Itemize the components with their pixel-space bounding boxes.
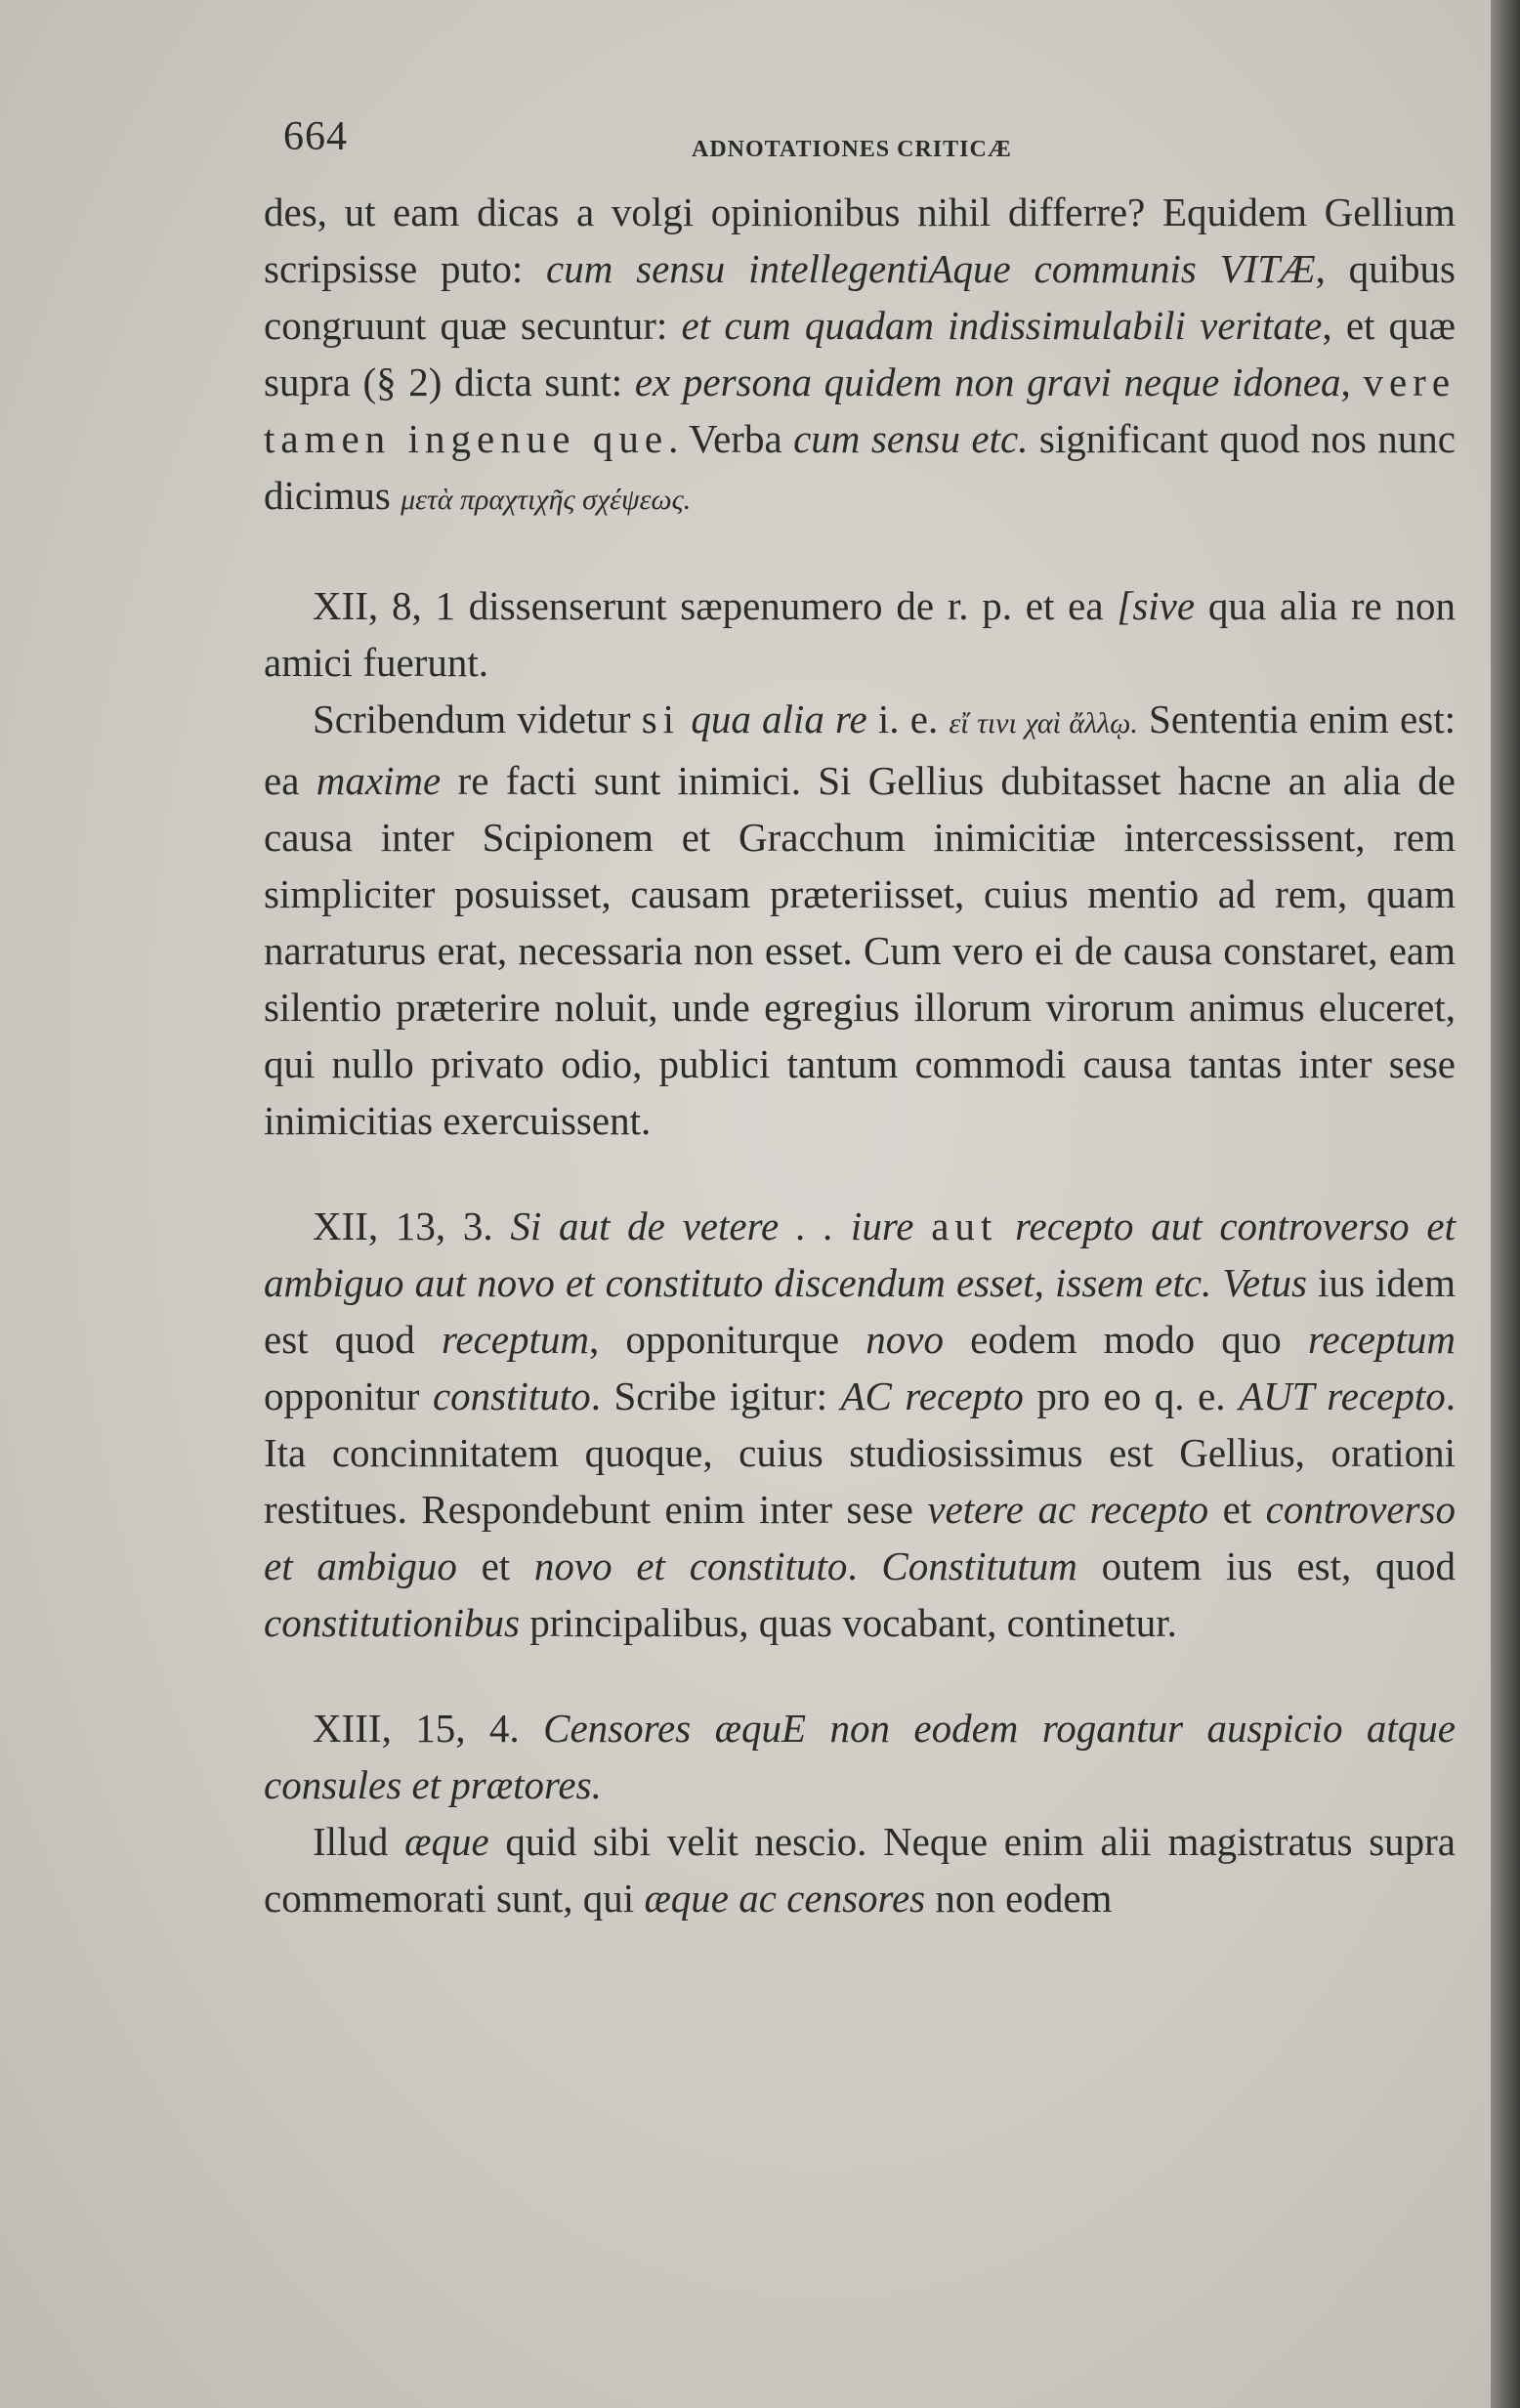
greek-text: εἴ τινι χαὶ ἄλλῳ. <box>949 707 1138 739</box>
text-segment <box>913 1204 931 1248</box>
text-segment <box>997 1204 1015 1248</box>
paragraph-p4 <box>264 1198 1456 1651</box>
body-text <box>264 184 1456 1926</box>
paragraph-p1 <box>264 184 1456 528</box>
text-segment: , <box>1340 359 1364 404</box>
book-spine-shadow <box>1491 0 1520 2408</box>
text-segment: et <box>456 1543 534 1588</box>
page-number: 664 <box>283 114 348 159</box>
text-segment: ex persona quidem non gravi neque idonea <box>634 359 1341 404</box>
text-segment: XIII, 15, 4. <box>313 1706 544 1751</box>
text-segment: AUT recepto <box>1239 1373 1446 1418</box>
text-segment: , quibus congruunt quæ secuntur: <box>264 246 1456 348</box>
text-segment: et cum quadam indissimulabili veritate <box>681 303 1323 348</box>
text-segment: pro eo q. e. <box>1023 1373 1240 1418</box>
text-segment: maxime <box>316 758 442 803</box>
text-segment: . <box>847 1543 882 1588</box>
text-segment: . Verba <box>668 416 794 461</box>
text-segment: cum sensu intellegentiAque communis VITÆ <box>546 246 1316 291</box>
text-segment: vere tamen ingenue que <box>264 359 1457 461</box>
paragraph-p3 <box>264 691 1456 1149</box>
running-head: ADNOTATIONES CRITICÆ <box>692 137 1012 162</box>
text-segment: controverso et ambiguo <box>264 1487 1456 1588</box>
text-segment: non eodem <box>925 1876 1113 1921</box>
text-segment: receptum <box>1307 1317 1456 1362</box>
text-segment: cum sensu etc. <box>793 416 1029 461</box>
text-segment: si <box>641 697 681 741</box>
text-segment: qua alia re non amici fuerunt. <box>264 583 1456 685</box>
text-segment <box>680 697 691 741</box>
text-segment: qua alia re <box>691 697 867 741</box>
text-segment: receptum <box>441 1317 589 1362</box>
text-segment: [sive <box>1117 583 1196 628</box>
text-segment: et <box>1208 1487 1266 1532</box>
text-segment: æque ac censores <box>644 1876 926 1921</box>
page-header <box>283 113 1446 172</box>
text-segment: novo <box>866 1317 944 1362</box>
text-segment: principalibus, quas vocabant, continetur. <box>519 1600 1177 1645</box>
text-segment: eodem modo quo <box>943 1317 1308 1362</box>
text-segment: constitutionibus <box>264 1600 520 1645</box>
spacer <box>264 528 1456 577</box>
text-segment: Si aut de vetere . . iure <box>510 1204 914 1248</box>
text-segment: aut <box>931 1204 998 1248</box>
text-segment: recepto aut controverso et ambiguo aut novo et constituto discendum esset, issem etc. Vetus <box>264 1204 1457 1305</box>
spacer <box>264 1149 1456 1198</box>
paragraph-p5 <box>264 1700 1456 1813</box>
text-segment: Constitutum <box>881 1543 1077 1588</box>
text-segment: æque <box>404 1819 489 1864</box>
text-segment: XII, 13, 3. <box>313 1204 511 1248</box>
text-segment: Censores æquE non eodem rogantur auspicio atque consules et prætores. <box>264 1706 1456 1807</box>
text-segment: outem ius est, quod <box>1077 1543 1457 1588</box>
paragraph-p2 <box>264 577 1456 691</box>
text-segment: opponitur <box>264 1373 433 1418</box>
text-segment: , et quæ supra (§ 2) dicta sunt: <box>264 303 1457 404</box>
text-segment: des, ut eam dicas a volgi opinionibus nihil differre? Equidem Gellium scripsisse puto: <box>264 190 1456 291</box>
paragraph-p6 <box>264 1813 1456 1926</box>
text-segment: XII, 8, 1 dissenserunt sæpenumero de r. p. et ea <box>313 583 1118 628</box>
text-segment: Sententia enim est: ea <box>264 697 1456 803</box>
spacer <box>264 1651 1456 1700</box>
text-segment: significant quod nos nunc dicimus <box>264 416 1456 518</box>
text-segment: Scribendum videtur <box>313 697 642 741</box>
text-segment: i. e. <box>866 697 950 741</box>
text-segment: . Ita concinnitatem quoque, cuius studiosissimus est Gellius, orationi restitues. Respondebunt enim inter sese <box>264 1373 1456 1532</box>
text-segment: novo et constituto <box>533 1543 848 1588</box>
text-segment: AC recepto <box>840 1373 1024 1418</box>
text-segment: Illud <box>313 1819 405 1864</box>
text-segment: . Scribe igitur: <box>590 1373 841 1418</box>
text-segment: , opponiturque <box>588 1317 866 1362</box>
text-segment: vetere ac recepto <box>927 1487 1209 1532</box>
text-segment: constituto <box>432 1373 591 1418</box>
text-segment: ius idem est quod <box>264 1260 1456 1362</box>
text-segment: re facti sunt inimici. Si Gellius dubitasset hacne an alia de causa inter Scipionem et Gracchum inimicitiæ intercessissent, rem simpliciter posuisset, causam præteriisset, cuius mentio ad rem, quam narraturus erat, necessaria non esset. Cum vero ei de causa constaret, eam silentio præterire noluit, unde egregius illorum virorum animus eluceret, qui nullo privato odio, publici tantum commodi causa tantas inter sese inimicitias exercuissent. <box>264 758 1456 1143</box>
greek-text: μετὰ πραχτιχῆς σχέψεως. <box>401 484 692 516</box>
text-segment: quid sibi velit nescio. Neque enim alii magistratus supra commemorati sunt, qui <box>264 1819 1456 1921</box>
